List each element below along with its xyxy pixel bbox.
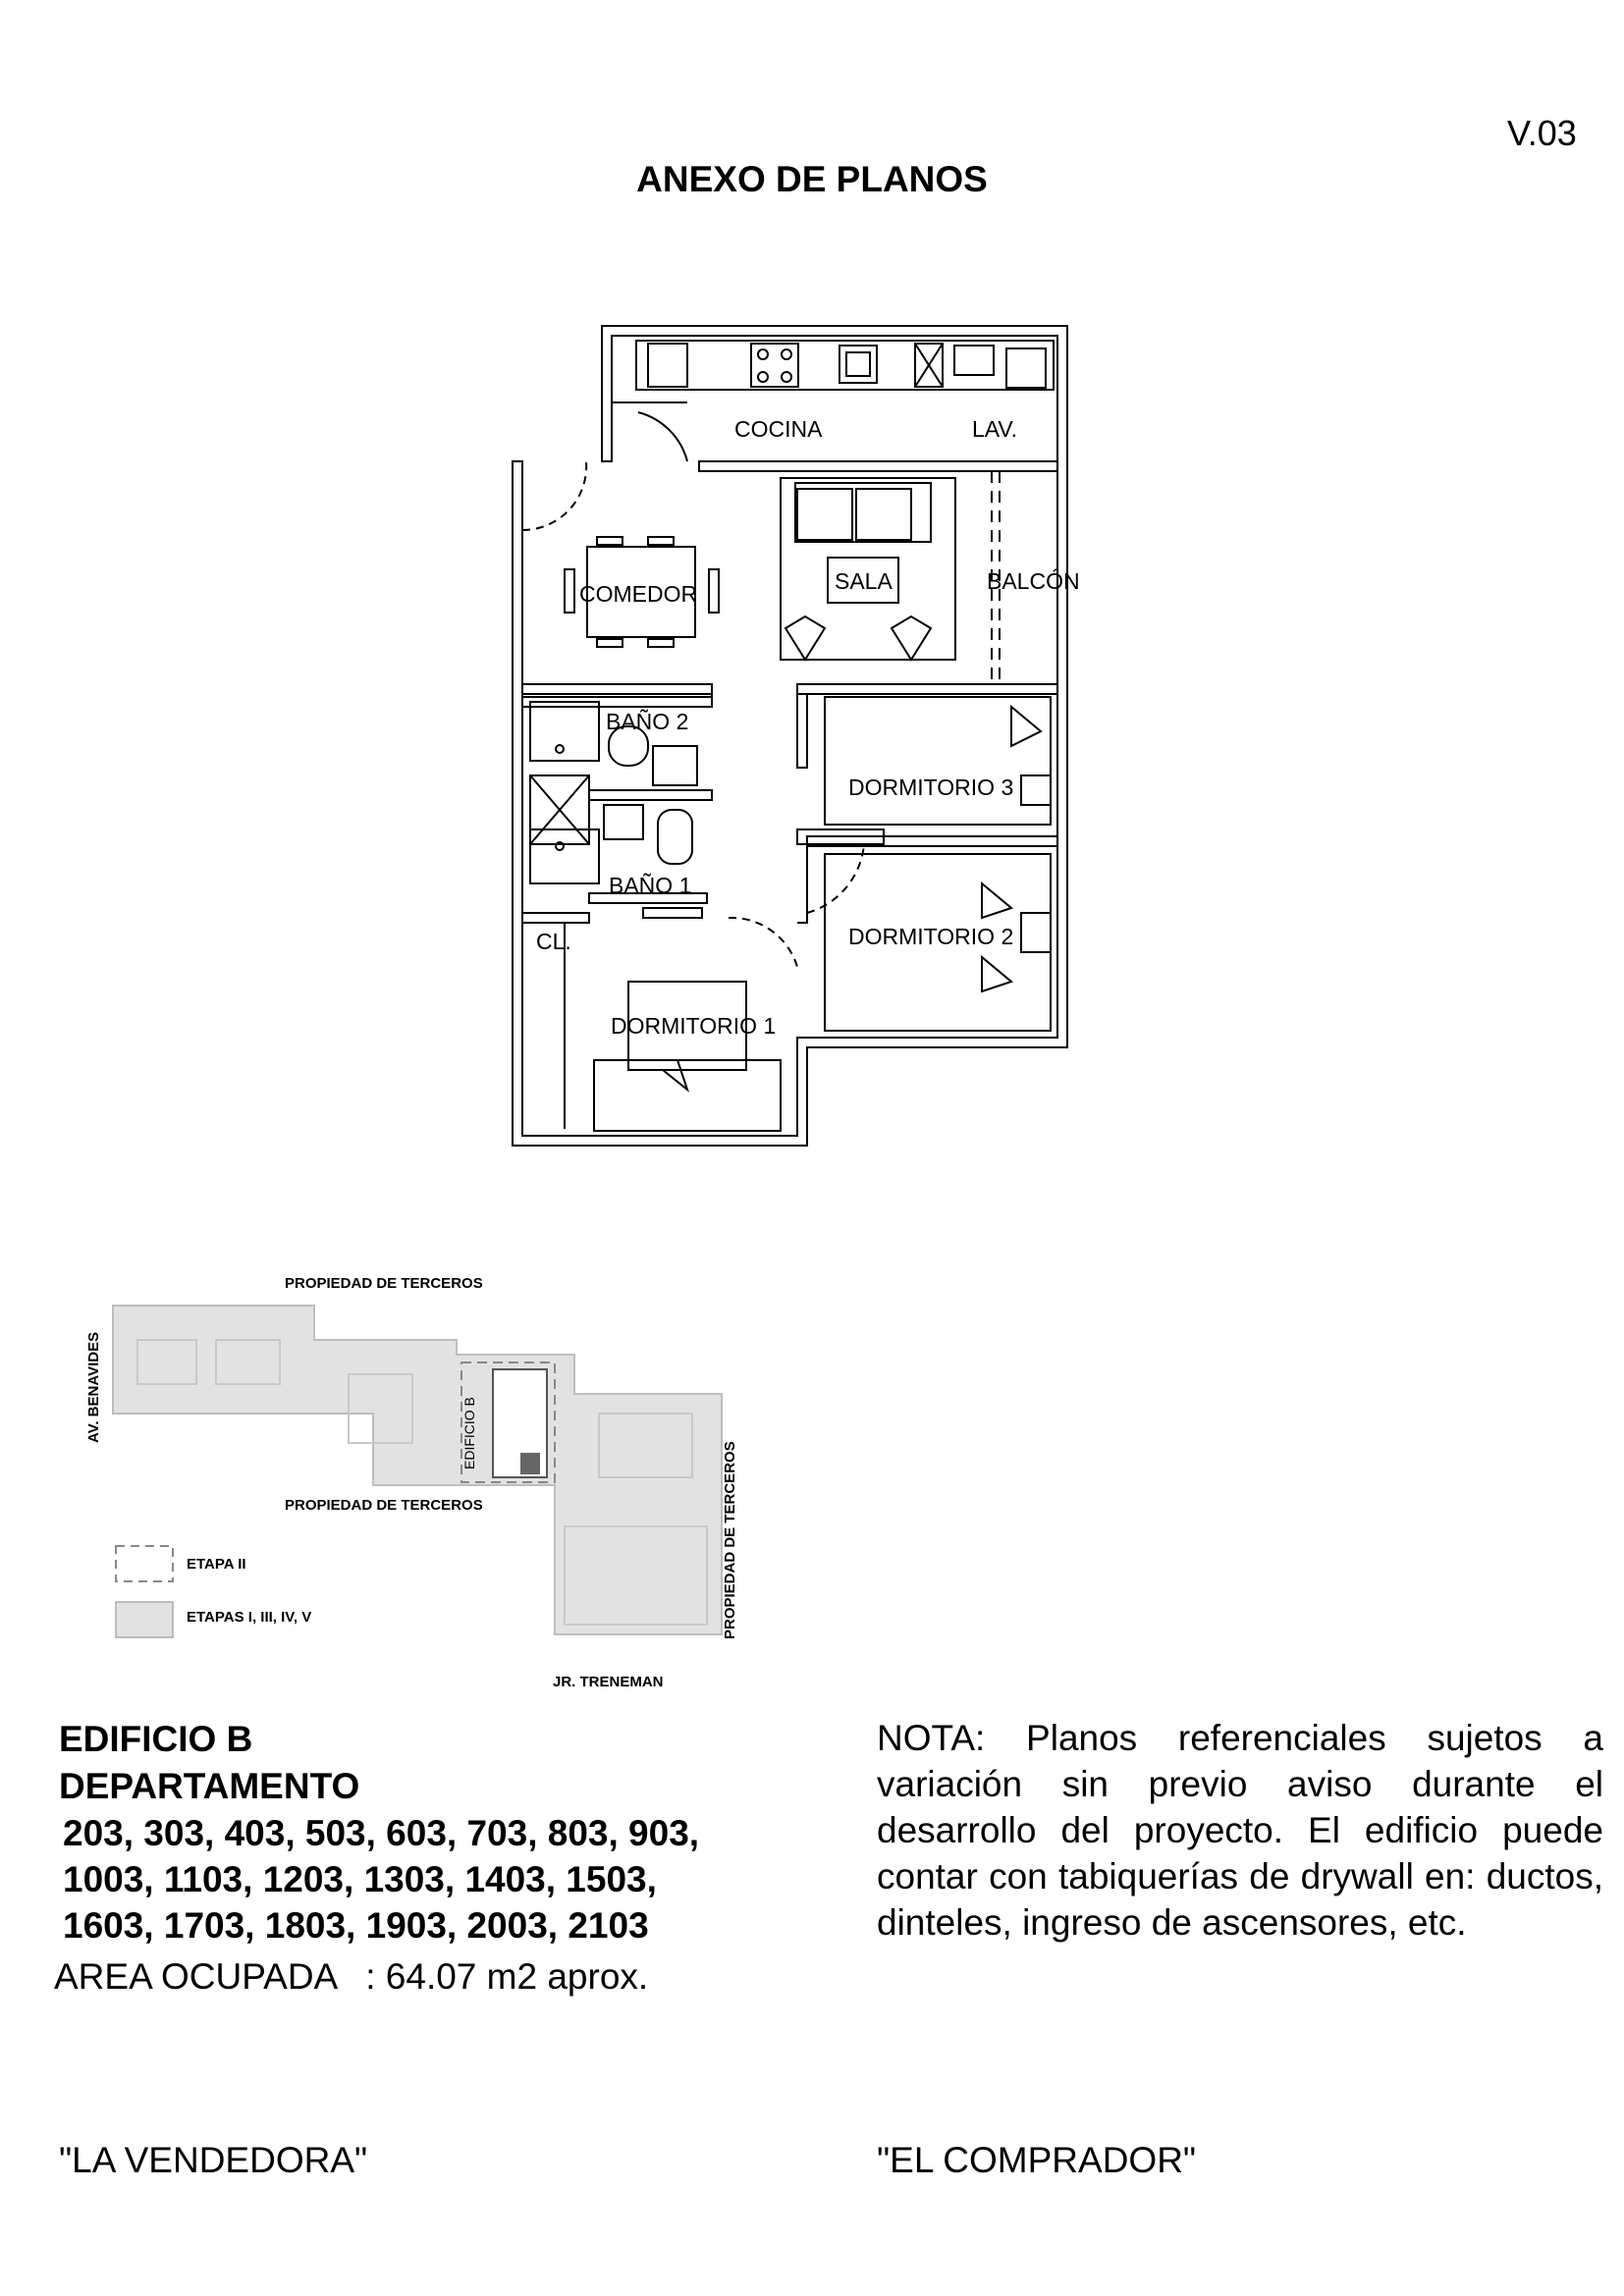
room-label-dorm2: DORMITORIO 2 (848, 924, 1014, 949)
site-label-bottom: JR. TRENEMAN (553, 1674, 664, 1690)
room-label-bano2: BAÑO 2 (606, 709, 689, 734)
version-label: V.03 (1507, 113, 1577, 153)
buyer-signature-label: "EL COMPRADOR" (877, 2140, 1197, 2180)
units-line-2: 1003, 1103, 1203, 1303, 1403, 1503, (63, 1859, 657, 1899)
units-line-3: 1603, 1703, 1803, 1903, 2003, 2103 (63, 1905, 649, 1946)
area-value: : 64.07 m2 aprox. (365, 1956, 649, 1997)
seller-signature-label: "LA VENDEDORA" (59, 2140, 368, 2180)
site-plan (85, 1275, 738, 1690)
legend-gray-swatch (116, 1602, 173, 1637)
legend-dashed-label: ETAPA II (187, 1556, 246, 1573)
site-label-top: PROPIEDAD DE TERCEROS (285, 1275, 483, 1292)
room-label-lav: LAV. (972, 416, 1018, 442)
units-line-1: 203, 303, 403, 503, 603, 703, 803, 903, (63, 1813, 700, 1853)
legend-gray-label: ETAPAS I, III, IV, V (187, 1609, 312, 1626)
room-label-sala: SALA (835, 568, 893, 594)
unit-info (59, 1716, 805, 1949)
room-label-dorm3: DORMITORIO 3 (848, 774, 1014, 800)
room-label-bano1: BAÑO 1 (609, 873, 692, 898)
room-label-balcon: BALCÓN (987, 568, 1080, 594)
room-label-comedor: COMEDOR (579, 581, 698, 607)
departamento-heading: DEPARTAMENTO (59, 1766, 360, 1806)
area-ocupada (54, 1956, 648, 1998)
legend-dashed-swatch (116, 1546, 173, 1581)
edificio-label: EDIFICIO B (461, 1397, 477, 1469)
area-label: AREA OCUPADA (54, 1956, 339, 1997)
site-label-left: AV. BENAVIDES (85, 1331, 102, 1443)
room-label-cocina: COCINA (734, 416, 823, 442)
room-label-dorm1: DORMITORIO 1 (611, 1013, 777, 1039)
nota-text: NOTA: Planos referenciales sujetos a variación sin previo aviso durante el desarrollo del proyecto. El edificio puede contar con tabiquerías de drywall en: ductos, dinteles, ingreso de ascensores, etc. (877, 1718, 1603, 1943)
site-label-middle: PROPIEDAD DE TERCEROS (285, 1497, 483, 1514)
page-title: ANEXO DE PLANOS (636, 159, 988, 199)
site-label-right: PROPIEDAD DE TERCEROS (722, 1441, 738, 1639)
edificio-heading: EDIFICIO B (59, 1719, 253, 1759)
room-label-cl: CL. (536, 929, 571, 954)
